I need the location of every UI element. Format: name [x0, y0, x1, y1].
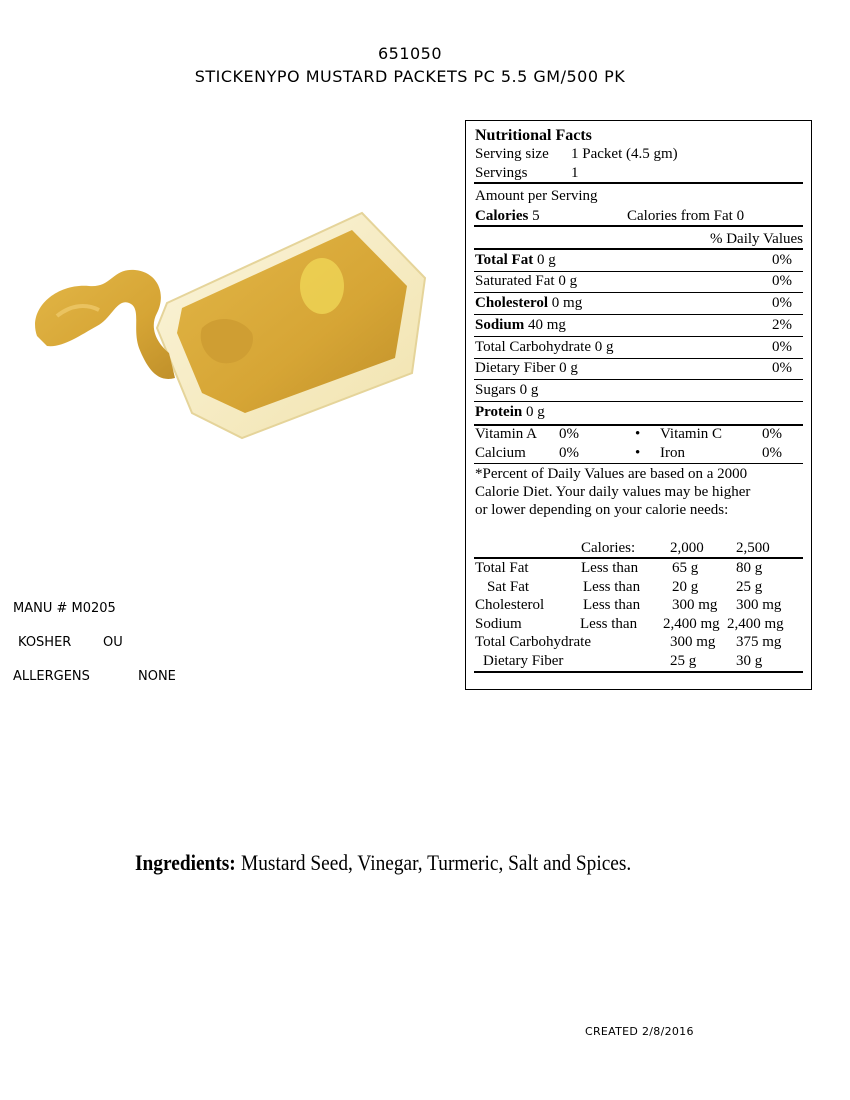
nutrient-row	[475, 403, 802, 421]
nutrient-amount: 0 g	[594, 339, 614, 355]
nutrient-daily-value: 2%	[772, 317, 792, 333]
nutrient-amount: 0 g	[558, 273, 578, 289]
calories-from-fat: Calories from Fat 0	[627, 208, 745, 224]
divider	[474, 379, 803, 380]
calories-value: 5	[532, 208, 540, 224]
nutrient-label: Cholesterol	[475, 295, 549, 311]
product-title: STICKENYPO MUSTARD PACKETS PC 5.5 GM/500 PK	[194, 67, 626, 86]
daily-values-header: % Daily Values	[709, 231, 803, 247]
calcium-label: Calcium	[475, 445, 526, 461]
iron-label: Iron	[660, 445, 685, 461]
bullet: •	[635, 445, 641, 461]
nutrient-daily-value: 0%	[772, 295, 792, 311]
serving-size-value: 1 Packet (4.5 gm)	[571, 146, 678, 162]
dv-limit: Less than	[583, 597, 641, 614]
nutrient-label: Saturated Fat	[475, 273, 555, 289]
serving-size-row	[475, 145, 802, 163]
dv-limit: Less than	[580, 615, 638, 632]
vitamin-c-pct: 0%	[762, 426, 782, 442]
divider	[474, 463, 803, 464]
nutrient-daily-value: 0%	[772, 360, 792, 376]
dv-value-2500: 25 g	[736, 578, 763, 595]
vitamin-row-2	[475, 444, 802, 462]
dv-nutrient: Cholesterol	[475, 597, 545, 614]
nutrient-amount: 0 mg	[551, 295, 583, 311]
iron-pct: 0%	[762, 445, 782, 461]
nutrient-row	[475, 381, 802, 399]
dv-value-2000: 2,400 mg	[663, 615, 720, 632]
nutrient-amount: 40 mg	[527, 317, 566, 333]
divider	[474, 401, 803, 402]
nutrient-label: Total Carbohydrate	[475, 339, 591, 355]
divider	[474, 182, 803, 184]
bullet: •	[635, 426, 641, 442]
dv-value-2500: 2,400 mg	[727, 615, 784, 632]
servings-row	[475, 164, 802, 182]
divider	[474, 314, 803, 315]
vitamin-row-1	[475, 425, 802, 443]
allergens-label: ALLERGENS	[13, 669, 90, 684]
dv-value-2500: 30 g	[736, 653, 763, 669]
kosher-value: OU	[103, 635, 123, 650]
vitamin-c-label: Vitamin C	[660, 426, 723, 442]
divider	[474, 671, 803, 673]
nutrient-row	[475, 294, 802, 312]
nutrient-row	[475, 272, 802, 290]
manufacturer-number: MANU # M0205	[13, 601, 116, 616]
nutrient-label: Protein	[475, 404, 523, 420]
servings-value: 1	[571, 165, 579, 181]
nutrient-amount: 0 g	[536, 252, 556, 268]
serving-size-label: Serving size	[475, 146, 549, 162]
dv-calories-label: Calories:	[581, 540, 636, 556]
divider	[474, 225, 803, 227]
footnote-line: *Percent of Daily Values are based on a 2000	[475, 466, 748, 482]
nutrient-label: Sugars	[475, 382, 516, 398]
nutrition-title: Nutritional Facts	[475, 127, 592, 144]
vitamin-a-label: Vitamin A	[475, 426, 538, 442]
dv-col-2000: 2,000	[670, 540, 704, 556]
ingredients-statement	[135, 850, 631, 876]
dv-value-2000: 300 mg	[670, 634, 716, 651]
calcium-pct: 0%	[559, 445, 579, 461]
footnote-line: Calorie Diet. Your daily values may be higher	[475, 484, 751, 500]
nutrient-amount: 0 g	[559, 360, 578, 376]
dv-value-2000: 65 g	[672, 560, 699, 576]
nutrient-daily-value: 0%	[772, 252, 792, 268]
nutrient-row	[475, 359, 802, 377]
nutrient-row	[475, 338, 802, 356]
dv-value-2000: 20 g	[672, 578, 699, 595]
nutrient-amount: 0 g	[525, 404, 545, 420]
dv-nutrient: Dietary Fiber	[483, 653, 564, 669]
item-number: 651050	[377, 44, 443, 63]
dv-nutrient: Total Fat	[475, 560, 529, 576]
amount-per-serving: Amount per Serving	[475, 188, 598, 204]
nutrient-row	[475, 251, 802, 269]
calories-row	[475, 207, 802, 225]
footnote-line: or lower depending on your calorie needs:	[475, 502, 729, 518]
ingredients-label: Ingredients:	[135, 850, 236, 875]
dv-nutrient: Sat Fat	[487, 578, 530, 595]
nutrition-facts-panel	[465, 120, 812, 690]
servings-label: Servings	[475, 165, 528, 181]
nutrient-amount: 0 g	[519, 382, 539, 398]
ingredients-text: Mustard Seed, Vinegar, Turmeric, Salt and Spices.	[241, 850, 632, 875]
mustard-packet-photo	[17, 208, 427, 448]
dv-nutrient: Total Carbohydrate	[475, 634, 591, 651]
created-date: CREATED 2/8/2016	[585, 1025, 694, 1038]
nutrient-label: Sodium	[475, 317, 525, 333]
divider	[474, 248, 803, 250]
dv-nutrient: Sodium	[475, 615, 522, 632]
kosher-label: KOSHER	[18, 635, 72, 650]
nutrient-label: Dietary Fiber	[475, 360, 556, 376]
dv-value-2500: 300 mg	[736, 597, 782, 614]
dv-value-2500: 375 mg	[736, 634, 782, 651]
dv-value-2000: 300 mg	[672, 597, 718, 614]
dv-limit: Less than	[581, 560, 639, 576]
nutrient-daily-value: 0%	[772, 339, 792, 355]
calories-label: Calories	[475, 208, 529, 224]
dv-value-2000: 25 g	[670, 653, 697, 669]
divider	[474, 336, 803, 337]
allergens-value: NONE	[138, 669, 176, 684]
dv-col-2500: 2,500	[736, 540, 770, 556]
dv-limit: Less than	[583, 578, 641, 595]
vitamin-a-pct: 0%	[559, 426, 579, 442]
nutrient-daily-value: 0%	[772, 273, 792, 289]
nutrient-label: Total Fat	[475, 252, 534, 268]
nutrient-row	[475, 316, 802, 334]
divider	[474, 292, 803, 293]
dv-value-2500: 80 g	[736, 560, 763, 576]
